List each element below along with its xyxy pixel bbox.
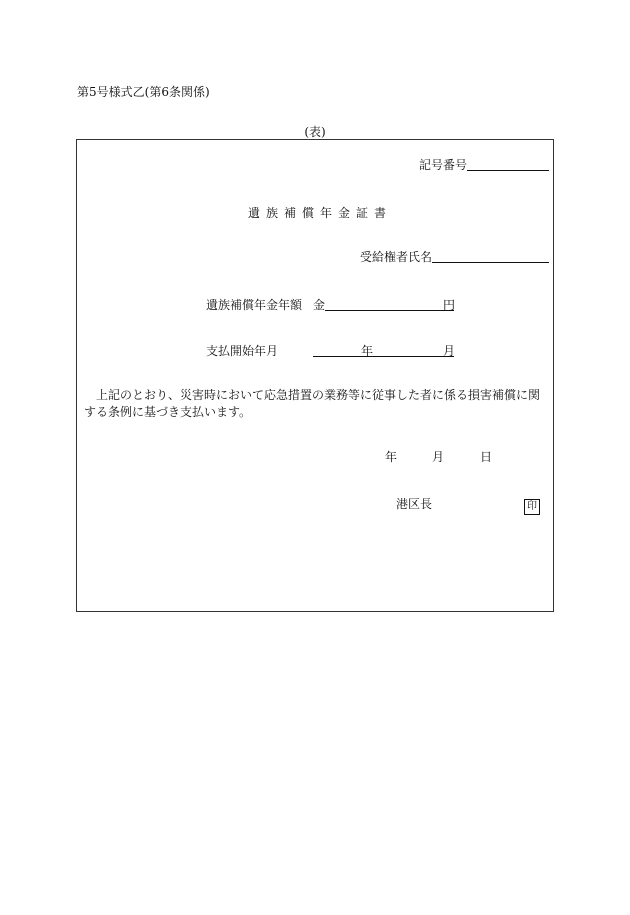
statement-text: 上記のとおり、災害時において応急措置の業務等に従事した者に係る損害補償に関する条例に基づき支払います。: [84, 388, 541, 419]
amount-unit: 円: [443, 298, 456, 312]
amount-field: [325, 296, 454, 311]
form-identifier: 第5号様式乙(第6条関係): [77, 85, 210, 99]
annual-amount-label: 遺族補償年金年額: [206, 298, 303, 312]
certificate-title: 遺族補償年金証書: [248, 206, 393, 220]
payment-start-label: 支払開始年月: [206, 344, 279, 358]
record-number-field: [467, 156, 549, 171]
recipient-name-field: [432, 248, 549, 263]
date-day-unit: 日: [480, 450, 493, 464]
recipient-label: 受給権者氏名: [360, 250, 433, 264]
amount-prefix: 金: [313, 298, 326, 312]
payment-month-unit: 月: [443, 344, 456, 358]
payment-start-field: [313, 342, 454, 357]
side-label: (表): [304, 125, 326, 139]
payment-year-unit: 年: [361, 344, 374, 358]
date-year-unit: 年: [385, 450, 398, 464]
issuer-name: 港区長: [396, 497, 433, 511]
seal-stamp: 印: [524, 499, 540, 515]
record-number-label: 記号番号: [419, 158, 468, 172]
date-month-unit: 月: [432, 450, 445, 464]
